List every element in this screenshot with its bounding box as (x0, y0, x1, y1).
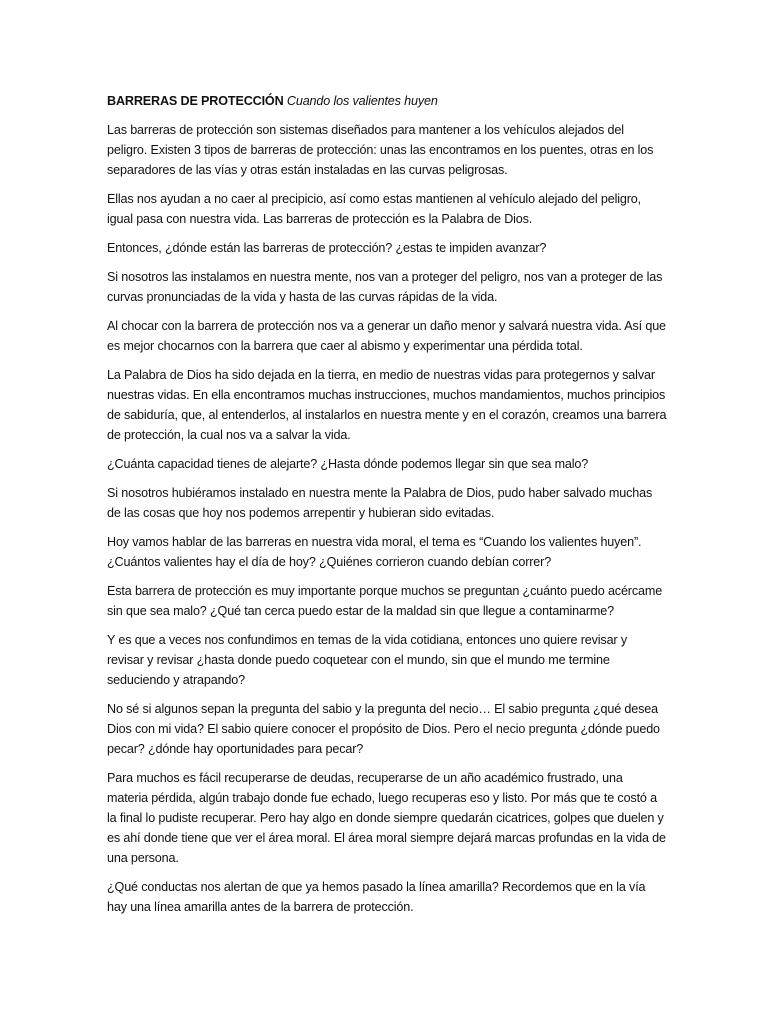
paragraph: ¿Cuánta capacidad tienes de alejarte? ¿Hasta dónde podemos llegar sin que sea malo? (107, 457, 589, 471)
paragraph: La Palabra de Dios ha sido dejada en la tierra, en medio de nuestras vidas para protegernos y salvar nuestras vidas. En ella encontramos muchas instrucciones, muchos mandamientos, muchos principios de sabiduría, que, al entenderlos, al instalarlos en nuestra mente y en el corazón, creamos una barrera de protección, la cual nos va a salvar la vida. (107, 368, 667, 442)
document-page (107, 91, 667, 926)
paragraph: Y es que a veces nos confundimos en temas de la vida cotidiana, entonces uno quiere revisar y revisar y revisar ¿hasta donde puedo coquetear con el mundo, sin que el mundo me termine seduciendo y atrapando? (107, 633, 627, 687)
paragraph: Si nosotros hubiéramos instalado en nuestra mente la Palabra de Dios, pudo haber salvado muchas de las cosas que hoy nos podemos arrepentir y hubieran sido evitadas. (107, 486, 653, 520)
paragraph: Para muchos es fácil recuperarse de deudas, recuperarse de un año académico frustrado, una materia pérdida, algún trabajo donde fue echado, luego recuperas eso y listo. Por más que te costó a la final lo pudiste recuperar. Pero hay algo en donde siempre quedarán cicatrices, golpes que duelen y es ahí donde tiene que ver el área moral. El área moral siempre dejará marcas profundas en la vida de una persona. (107, 771, 666, 865)
document-title (107, 91, 667, 111)
paragraph: Al chocar con la barrera de protección nos va a generar un daño menor y salvará nuestra vida. Así que es mejor chocarnos con la barrera que caer al abismo y experimentar una pérdida total. (107, 319, 666, 353)
paragraph: ¿Qué conductas nos alertan de que ya hemos pasado la línea amarilla? Recordemos que en la vía hay una línea amarilla antes de la barrera de protección. (107, 880, 646, 914)
paragraph: Las barreras de protección son sistemas diseñados para mantener a los vehículos alejados del peligro. Existen 3 tipos de barreras de protección: unas las encontramos en los puentes, otras en los separadores de las vías y otras están instaladas en las curvas peligrosas. (107, 123, 654, 177)
paragraph: Si nosotros las instalamos en nuestra mente, nos van a proteger del peligro, nos van a proteger de las curvas pronunciadas de la vida y hasta de las curvas rápidas de la vida. (107, 270, 663, 304)
paragraph: No sé si algunos sepan la pregunta del sabio y la pregunta del necio… El sabio pregunta ¿qué desea Dios con mi vida? El sabio quiere conocer el propósito de Dios. Pero el necio pregunta ¿dónde puedo pecar? ¿dónde hay oportunidades para pecar? (107, 702, 660, 756)
paragraph: Entonces, ¿dónde están las barreras de protección? ¿estas te impiden avanzar? (107, 241, 547, 255)
title-bold: BARRERAS DE PROTECCIÓN (107, 94, 284, 108)
paragraph: Hoy vamos hablar de las barreras en nuestra vida moral, el tema es “Cuando los valientes huyen”. ¿Cuántos valientes hay el día de hoy? ¿Quiénes corrieron cuando debían correr? (107, 535, 642, 569)
paragraph: Ellas nos ayudan a no caer al precipicio, así como estas mantienen al vehículo alejado del peligro, igual pasa con nuestra vida. Las barreras de protección es la Palabra de Dios. (107, 192, 642, 226)
title-italic: Cuando los valientes huyen (286, 94, 438, 108)
paragraph: Esta barrera de protección es muy importante porque muchos se preguntan ¿cuánto puedo acércame sin que sea malo? ¿Qué tan cerca puedo estar de la maldad sin que llegue a contaminarme? (107, 584, 663, 618)
